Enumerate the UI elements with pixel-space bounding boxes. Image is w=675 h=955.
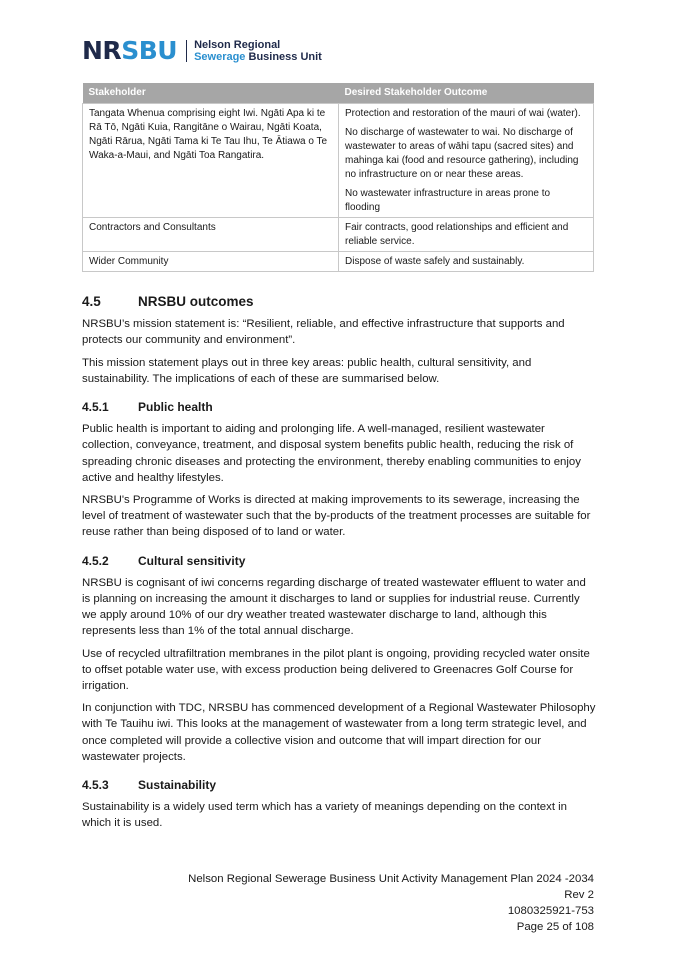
logo-mark (82, 38, 177, 63)
section-title: Sustainability (138, 778, 217, 793)
stakeholder-text: Wider Community (89, 256, 169, 267)
footer-document-title: Nelson Regional Sewerage Business Unit Activity Management Plan 2024 -2034 (188, 873, 594, 885)
stakeholder-text: Contractors and Consultants (89, 222, 216, 233)
nrsbu-logo (82, 38, 322, 63)
header-desired-outcome: Desired Stakeholder Outcome (339, 83, 594, 104)
outcome-text: No discharge of wastewater to wai. No discharge of wastewater to areas of wāhi tapu (sacred sites) and mahinga kai (food and resource gathering), including no infrastructure on or near these areas. (345, 127, 579, 180)
header-stakeholder: Stakeholder (83, 83, 339, 104)
outcome-cell (339, 104, 594, 218)
stakeholder-text: Tangata Whenua comprising eight Iwi. Ngāti Apa ki te Rā Tō, Ngāti Kuia, Rangitāne o Wairau, Ngāti Koata, Ngāti Rārua, Ngāti Tama ki Te Tau Ihu, Te Ātiawa o Te Waka-a-Maui, and Ngāti Toa Rangatira. (89, 108, 328, 161)
outcome-text: No wastewater infrastructure in areas prone to flooding (345, 188, 551, 213)
logo-line-2-rest: Business Unit (245, 50, 322, 63)
section-number: 4.5.3 (82, 778, 109, 793)
section-title: Cultural sensitivity (138, 553, 246, 568)
section-title: NRSBU outcomes (138, 294, 254, 309)
section-heading-4-5 (82, 294, 597, 310)
logo-divider (186, 40, 187, 62)
paragraph: Use of recycled ultrafiltration membranes in the pilot plant is ongoing, providing recycled water onsite to offset potable water use, with excess production being delivered to Greenacres Golf Course for irrigation. (82, 647, 590, 693)
logo-line-2-highlight: Sewerage (194, 50, 246, 63)
table-row (83, 252, 594, 272)
outcome-text: Dispose of waste safely and sustainably. (345, 256, 525, 267)
table-header-row (83, 83, 594, 104)
section-heading-4-5-2 (82, 553, 597, 569)
footer-document-id: 1080325921-753 (507, 905, 594, 917)
paragraph: NRSBU's Programme of Works is directed at making improvements to its sewerage, increasing the level of treatment of wastewater such that the by-products of the treatment processes are suitable for reuse rather than being disposed of to land or water. (82, 494, 591, 539)
logo-line-2 (194, 51, 322, 63)
page-footer (188, 871, 594, 935)
stakeholder-cell (83, 104, 339, 218)
table-row (83, 104, 594, 218)
section-number: 4.5.2 (82, 553, 109, 568)
logo-text (194, 39, 322, 63)
section-number: 4.5 (82, 294, 101, 309)
outcome-text: Fair contracts, good relationships and efficient and reliable service. (345, 222, 569, 247)
paragraph: Sustainability is a widely used term which has a variety of meanings depending on the context in which it is used. (82, 801, 568, 830)
outcome-cell (339, 252, 594, 272)
stakeholder-cell (83, 252, 339, 272)
logo-mark-suffix: SBU (121, 36, 178, 65)
paragraph: This mission statement plays out in three key areas: public health, cultural sensitivity, and sustainability. The implications of each of these are summarised below. (82, 356, 532, 385)
footer-page-number: Page 25 of 108 (516, 921, 594, 933)
main-content (82, 294, 597, 838)
footer-revision: Rev 2 (564, 889, 594, 901)
paragraph: In conjunction with TDC, NRSBU has commenced development of a Regional Wastewater Philosophy with Te Tauihu iwi. This looks at the management of wastewater from a long term strategic level, and once completed will provide a collective vision and outcome that will impart direction for our wastewater projects. (82, 702, 596, 763)
logo-line-1: Nelson Regional (194, 38, 281, 51)
section-heading-4-5-1 (82, 399, 597, 415)
outcome-text: Protection and restoration of the mauri of wai (water). (345, 108, 581, 119)
paragraph: NRSBU is cognisant of iwi concerns regarding discharge of treated wastewater effluent to water and is planning on increasing the amount it discharges to land or supplies for industrial reuse. Currently we apply around 10% of our dry weather treated wastewater discharge to land, although this represents less than 1% of the total annual discharge. (82, 576, 586, 638)
outcome-cell (339, 218, 594, 252)
paragraph: Public health is important to aiding and prolonging life. A well-managed, resilient wastewater collection, conveyance, treatment, and disposal system benefits public health, reducing the risk of spreading chronic diseases and protecting the environment, thereby enabling communities to enjoy active and healthy lifestyles. (82, 423, 581, 484)
logo-mark-prefix: NR (82, 36, 122, 65)
paragraph: NRSBU’s mission statement is: “Resilient, reliable, and effective infrastructure that supports and protects our community and environment”. (82, 318, 565, 347)
section-number: 4.5.1 (82, 400, 109, 415)
table-row (83, 218, 594, 252)
section-heading-4-5-3 (82, 777, 597, 793)
stakeholder-table (82, 83, 594, 272)
section-title: Public health (138, 400, 213, 415)
stakeholder-cell (83, 218, 339, 252)
